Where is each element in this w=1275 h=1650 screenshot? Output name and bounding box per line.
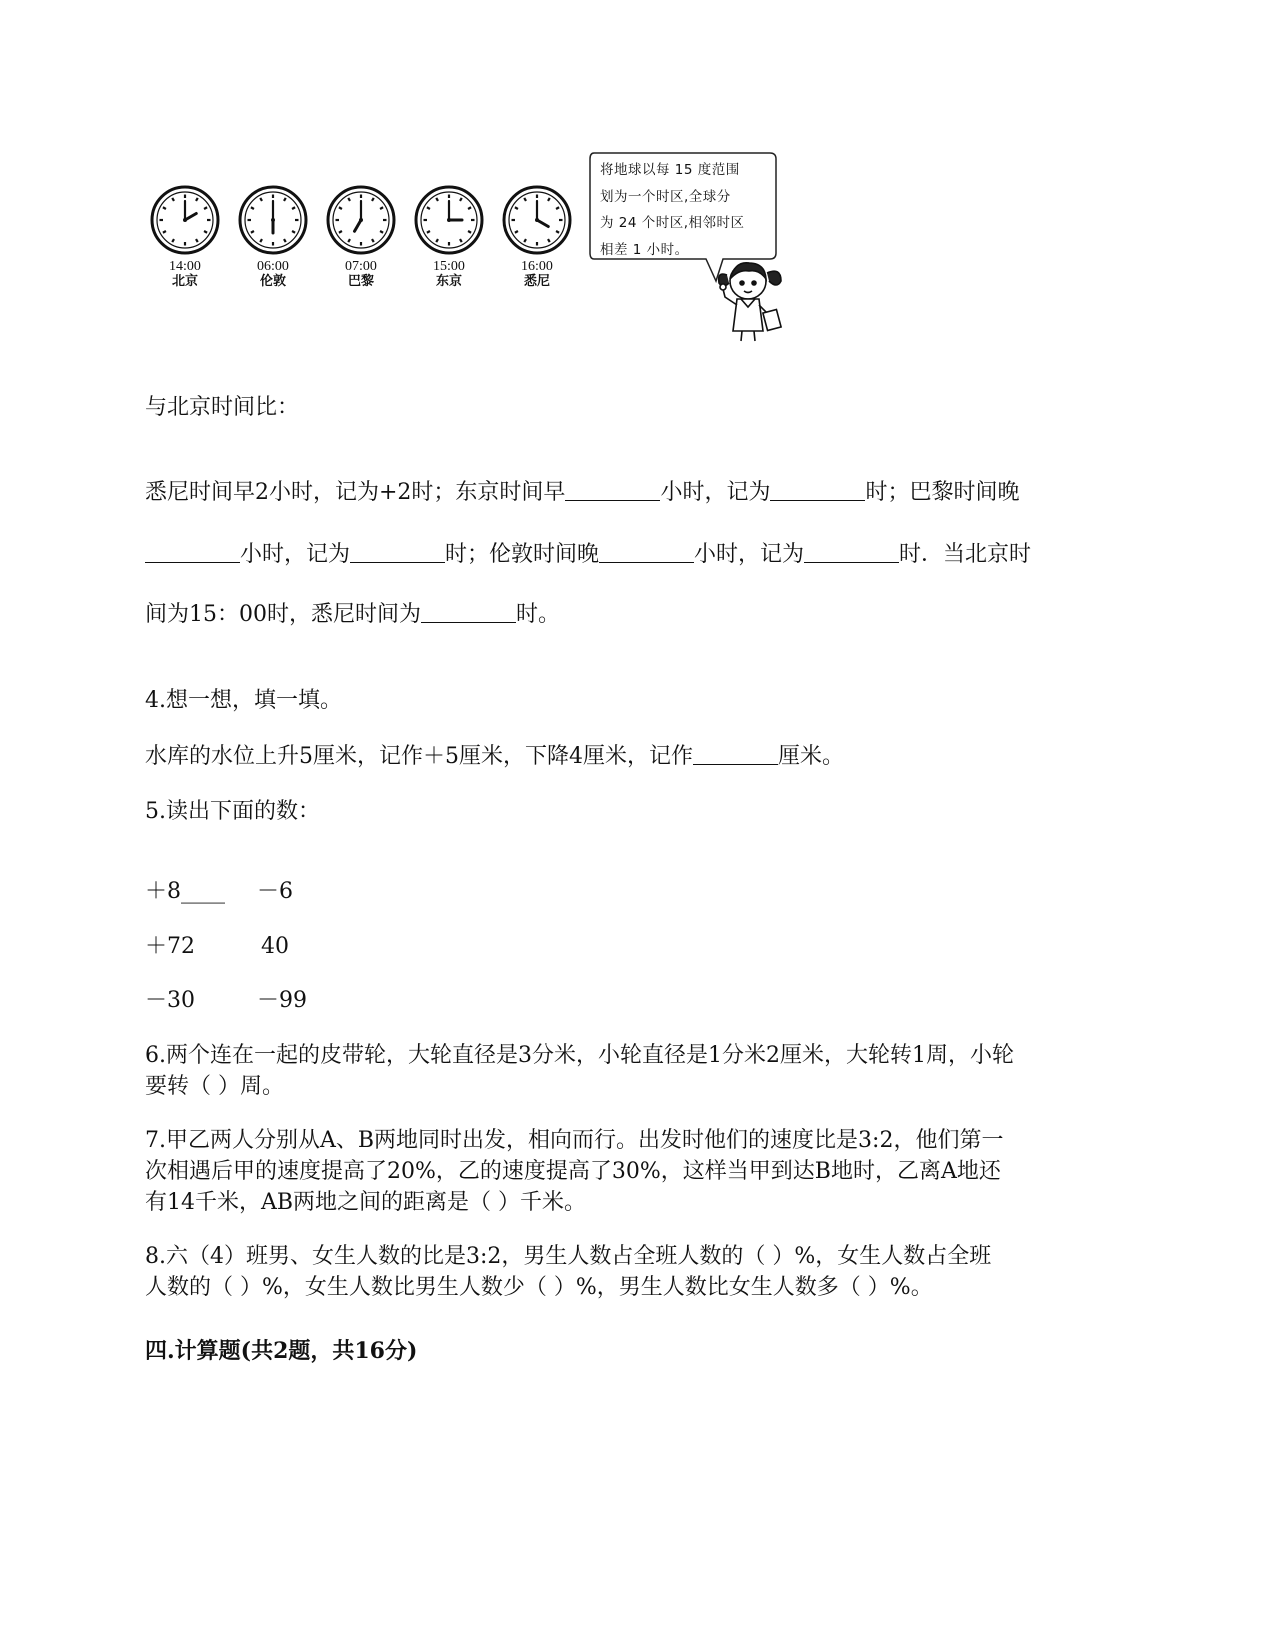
clock-time-label: 15:00 [433,259,465,274]
clock-face-icon [150,185,220,255]
q8-line: 8.六（4）班男、女生人数的比是3:2，男生人数占全班人数的（ ）%，女生人数占全班 [145,1244,992,1269]
clock-city-label: 伦敦 [259,274,286,289]
q4-text-part: 水库的水位上升5厘米，记作＋5厘米，下降4厘米，记作 [145,744,693,769]
clock-face-icon [414,185,484,255]
q3-intro: 与北京时间比： [145,395,300,420]
q5-row [145,877,293,907]
q6-line: 要转（ ）周。 [145,1074,284,1099]
q3-line-3-text: 时。 [516,602,561,627]
number-item: ＋72 [145,934,195,959]
clock-time-label: 16:00 [521,259,553,274]
clock-city-label: 东京 [435,274,462,289]
clock [325,185,397,290]
q4-title: 4.想一想，填一填。 [145,688,342,713]
q7-line: 7.甲乙两人分别从A、B两地同时出发，相向而行。出发时他们的速度比是3:2，他们第一 [145,1128,1004,1153]
q3-line-3-text: 间为15：00时，悉尼时间为 [145,602,421,627]
clock-time-label: 14:00 [169,259,201,274]
q3-line-3 [145,600,560,630]
q3-line-2-text: 时．当北京时 [899,542,1032,567]
bubble-line: 将地球以每 15 度范围 [600,162,740,178]
q6-line: 6.两个连在一起的皮带轮，大轮直径是3分米，小轮直径是1分米2厘米，大轮转1周，小轮 [145,1043,1014,1068]
q3-line-1-text: 悉尼时间早2小时，记为+2时；东京时间早 [145,480,566,505]
q7-line: 次相遇后甲的速度提高了20%，乙的速度提高了30%，这样当甲到达B地时，乙离A地还 [145,1159,1001,1184]
q7-line: 有14千米，AB两地之间的距离是（ ）千米。 [145,1190,587,1215]
bubble-line: 划为一个时区,全球分 [600,188,731,205]
answer-blank[interactable] [421,600,516,623]
number-item: ＋8____ [145,879,225,904]
bubble-line: 相差 1 小时。 [600,241,689,258]
clock [237,185,309,290]
q3-line-1-text: 时；巴黎时间晚 [865,480,1020,505]
clock-face-icon [326,185,396,255]
q5-row [145,932,289,962]
q3-line-2-text: 小时，记为 [240,542,351,567]
girl-illustration [715,253,787,347]
bubble-text [600,157,778,263]
number-item: －6 [257,879,293,904]
answer-blank[interactable] [350,540,445,563]
q3-line-2 [145,540,1031,570]
answer-blank[interactable] [145,540,240,563]
q5-title: 5.读出下面的数： [145,799,320,824]
q5-row [145,986,307,1016]
answer-blank[interactable] [599,540,694,563]
q3-line-1 [145,478,1019,508]
bubble-line: 为 24 个时区,相邻时区 [600,215,745,231]
q4-text-part: 厘米。 [778,744,845,769]
clock [149,185,221,290]
answer-blank[interactable] [804,540,899,563]
number-item: 40 [261,934,289,959]
clock-face-icon [238,185,308,255]
q3-line-1-text: 小时，记为 [660,480,771,505]
speech-bubble [588,151,776,259]
clock-time-label: 06:00 [257,259,289,274]
answer-blank[interactable] [565,478,660,501]
number-item: －99 [257,988,307,1013]
clock-city-label: 悉尼 [523,274,550,289]
answer-blank[interactable] [770,478,865,501]
q4-text [145,742,844,772]
q3-line-2-text: 时；伦敦时间晚 [445,542,600,567]
q8-line: 人数的（ ）%，女生人数比男生人数少（ ）%，男生人数比女生人数多（ ）%。 [145,1275,933,1300]
answer-blank[interactable] [693,742,778,765]
clock [501,185,573,290]
section-heading: 四.计算题(共2题，共16分) [145,1338,418,1364]
clock [413,185,485,290]
clock-time-label: 07:00 [345,259,377,274]
clock-city-label: 巴黎 [347,274,374,289]
clock-face-icon [502,185,572,255]
time-zone-figure [145,145,825,345]
clock-city-label: 北京 [171,274,198,289]
number-item: －30 [145,988,195,1013]
q3-line-2-text: 小时，记为 [694,542,805,567]
